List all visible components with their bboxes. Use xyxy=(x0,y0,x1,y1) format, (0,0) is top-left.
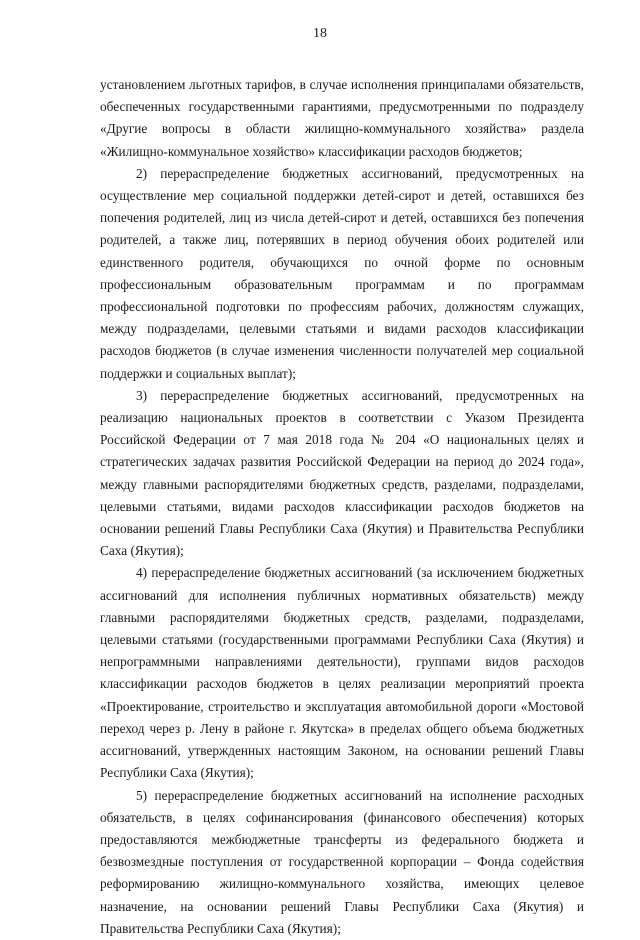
paragraph-item-2: 2) перераспределение бюджетных ассигнований, предусмотренных на осуществление мер социальной поддержки детей-сирот и детей, оставшихся без попечения родителей, лиц из числа детей-сирот и детей, оставшихся без попечения родителей, а также лиц, потерявших в период обучения обоих родителей или единственного родителя, обучающихся по очной форме по основным профессиональным образовательным программам и по программам профессиональной подготовки по профессиям рабочих, должностям служащих, между подразделами, целевыми статьями и видами расходов классификации расходов бюджетов (в случае изменения численности получателей мер социальной поддержки и социальных выплат); xyxy=(100,165,584,381)
paragraph-item-5: 5) перераспределение бюджетных ассигнований на исполнение расходных обязательств, в целях софинансирования (финансового обеспечения) которых предоставляются межбюджетные трансферты из федерального бюджета и безвозмездные поступления от государственной корпорации – Фонда содействия реформированию жилищно-коммунального хозяйства, имеющих целевое назначение, на основании решений Главы Республики Саха (Якутия) и Правительства Республики Саха (Якутия); xyxy=(100,787,584,936)
paragraph-item-4: 4) перераспределение бюджетных ассигнований (за исключением бюджетных ассигнований для исполнения публичных нормативных обязательств) между главными распорядителями бюджетных средств, разделами, подразделами, целевыми статьями (государственными программами Республики Саха (Якутия) и непрограммными направлениями деятельности), группами видов расходов классификации расходов бюджетов в целях реализации мероприятий проекта «Проектирование, строительство и эксплуатация автомобильной дороги «Мостовой переход через р. Лену в районе г. Якутска» в пределах общего объема бюджетных ассигнований, утвержденных настоящим Законом, на основании решений Главы Республики Саха (Якутия); xyxy=(100,565,584,781)
paragraph-item-3: 3) перераспределение бюджетных ассигнований, предусмотренных на реализацию национальных проектов в соответствии с Указом Президента Российской Федерации от 7 мая 2018 года № 204 «О национальных целях и стратегических задачах развития Российской Федерации на период до 2024 года», между главными распорядителями бюджетных средств, разделами, подразделами, целевыми статьями, видами расходов классификации расходов бюджетов на основании решений Главы Республики Саха (Якутия) и Правительства Республики Саха (Якутия); xyxy=(100,387,584,559)
document-body xyxy=(100,74,584,940)
page-number: 18 xyxy=(313,26,327,41)
paragraph-continuation: установлением льготных тарифов, в случае исполнения принципалами обязательств, обеспеченных государственными гарантиями, предусмотренными по подразделу «Другие вопросы в области жилищно-коммунального хозяйства» раздела «Жилищно-коммунальное хозяйство» классификации расходов бюджетов; xyxy=(100,77,584,159)
